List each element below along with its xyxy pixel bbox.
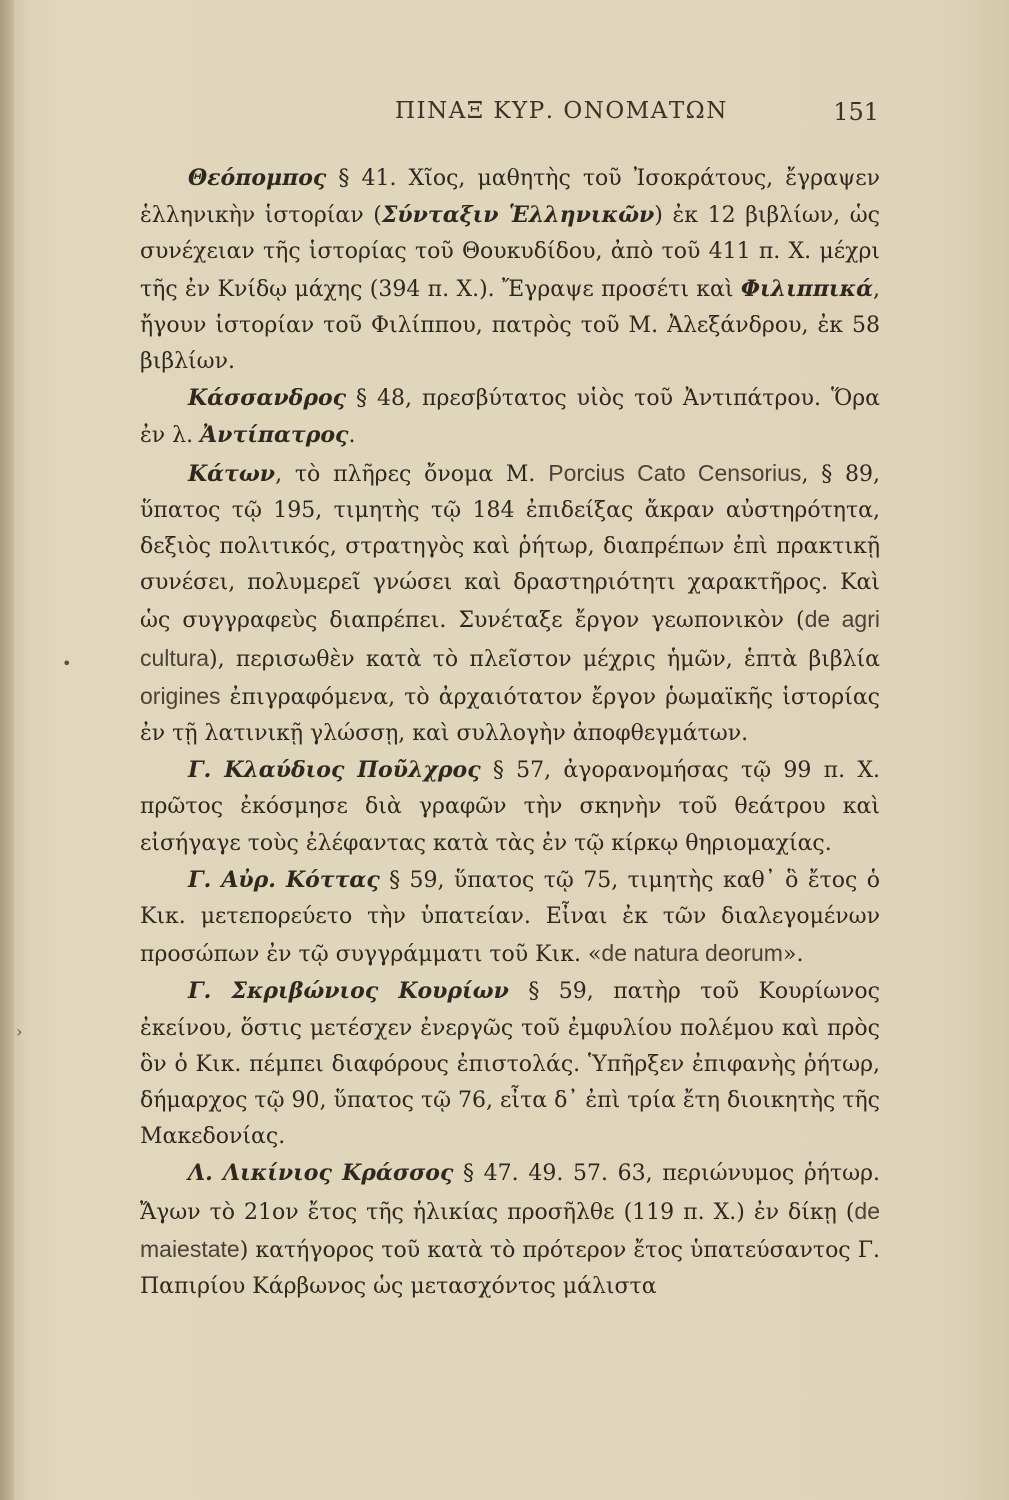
page-number: 151: [833, 98, 879, 126]
entry-text: , § 89, ὕπατος τῷ 195, τιμητὴς τῷ 184 ἐπιδείξας ἄκραν αὐστηρότητα, δεξιὸς πολιτικός, στρατηγὸς καὶ ῥήτωρ, διαπρέπων ἐπὶ πρακτικῇ συνέσει, πολυμερεῖ γνώσει καὶ δραστηριότητι χαρακτῆρος. Καὶ ὡς συγγραφεὺς διαπρέπει. Συνέταξε ἔργον γεωπονικὸν (: [140, 461, 881, 634]
entry-latin-text: de natura deorum: [601, 940, 783, 967]
page-gutter: [0, 0, 14, 1500]
index-entry-kourion: [140, 973, 880, 1155]
entry-name: Κάτων: [188, 460, 276, 487]
entry-text: ».: [782, 942, 804, 968]
entry-italic-text: Ἀντίπατρος: [200, 422, 349, 449]
page-header: [140, 98, 879, 138]
index-entry-katon: [140, 455, 880, 753]
entry-name: Θεόπομπος: [188, 165, 327, 191]
entry-text: , τὸ πλῆρες ὄνομα Μ.: [275, 461, 549, 487]
entry-text: ἐπιγραφόμενα, τὸ ἀρχαιότατον ἔργον ῥωμαϊκῆς ἱστορίας ἐν τῇ λατινικῇ γλώσσῃ, καὶ συλλογὴν ἀποφθεγμάτων.: [140, 684, 880, 747]
entry-text: § 47. 49. 57. 63, περιώνυμος ῥήτωρ. Ἄγων τὸ 21ον ἔτος τῆς ἡλικίας προσῆλθε (119 π. Χ.) ἐν δίκῃ (: [140, 1161, 880, 1225]
index-entry-theopompos: [140, 160, 880, 380]
entry-text: § 59, ὕπατος τῷ 75, τιμητὴς καθ᾽ ὃ ἔτος ὁ Κικ. μετεπορεύετο τὴν ὑπατείαν. Εἶναι ἐκ τῶν διαλεγομένων προσώπων ἐν τῷ συγγράμματι τοῦ Κικ. «: [140, 867, 880, 968]
entry-latin-text: origines: [140, 682, 221, 709]
margin-dot: •: [62, 654, 72, 673]
entry-italic-text: Φιλιππικά: [740, 275, 873, 302]
entry-text: ), περισωθὲν κατὰ τὸ πλεῖστον μέχρις ἡμῶν, ἑπτὰ βιβλία: [209, 646, 880, 672]
entry-name: Λ. Λικίνιος Κράσσος: [188, 1160, 454, 1187]
index-entry-klaudios-poulchros: [140, 752, 880, 862]
entry-text: § 57, ἀγορανομήσας τῷ 99 π. Χ. πρῶτος ἐκόσμησε διὰ γραφῶν τὴν σκηνὴν τοῦ θεάτρου καὶ εἰσήγαγε τοὺς ἐλέφαντας κατὰ τὰς ἐν τῷ κίρκῳ θηριομαχίας.: [140, 758, 881, 856]
entry-italic-text: Σύνταξιν Ἑλληνικῶν: [381, 202, 655, 229]
entry-text: § 59, πατὴρ τοῦ Κουρίωνος ἐκείνου, ὅστις μετέσχεν ἐνεργῶς τοῦ ἐμφυλίου πολέμου καὶ πρὸς ὃν ὁ Κικ. πέμπει διαφόρους ἐπιστολάς. Ὑπῆρξεν ἐπιφανὴς ῥήτωρ, δήμαρχος τῷ 90, ὕπατος τῷ 76, εἶτα δ᾽ ἐπὶ τρία ἔτη διοικητὴς τῆς Μακεδονίας.: [140, 979, 880, 1150]
entry-latin-text: de maiestate: [140, 1197, 880, 1262]
entry-name: Γ. Κλαύδιος Ποῦλχρος: [188, 757, 481, 784]
entry-latin-text: Porcius Cato Censorius: [548, 459, 802, 486]
entry-text: ) ἐκ 12 βιβλίων, ὡς συνέχειαν τῆς ἱστορίας τοῦ Θουκυδίδου, ἀπὸ τοῦ 411 π. Χ. μέχρι τῆς ἐν Κνίδῳ μάχης (394 π. Χ.). Ἔγραψε προσέτι καὶ: [140, 203, 880, 302]
entry-text: § 41. Χῖος, μαθητὴς τοῦ Ἰσοκράτους, ἔγραψεν ἑλληνικὴν ἱστορίαν (: [140, 166, 880, 229]
index-entry-kassandros: [140, 380, 880, 454]
index-entry-kottas: [140, 862, 880, 974]
running-head: ΠΙΝΑΞ ΚΥΡ. ΟΝΟΜΑΤΩΝ: [395, 98, 728, 124]
margin-tick: ›: [16, 1022, 23, 1041]
entry-text: .: [348, 423, 356, 449]
index-entry-krassos: [140, 1155, 880, 1305]
entry-name: Κάσσανδρος: [188, 385, 347, 412]
entry-text: § 48, πρεσβύτατος υἱὸς τοῦ Ἀντιπάτρου. Ὅρα ἐν λ.: [140, 386, 880, 449]
entry-text: ) κατήγορος τοῦ κατὰ τὸ πρότερον ἔτος ὑπατεύσαντος Γ. Παπιρίου Κάρβωνος ὡς μετασχόντος μάλιστα: [140, 1237, 880, 1300]
index-text: [140, 160, 880, 1305]
entry-latin-text: de agri cultura: [140, 606, 880, 671]
entry-name: Γ. Αὐρ. Κόττας: [188, 866, 380, 893]
entry-name: Γ. Σκριβώνιος Κουρίων: [188, 978, 509, 1005]
entry-text: , ἤγουν ἱστορίαν τοῦ Φιλίππου, πατρὸς τοῦ Μ. Ἀλεξάνδρου, ἐκ 58 βιβλίων.: [140, 276, 880, 375]
